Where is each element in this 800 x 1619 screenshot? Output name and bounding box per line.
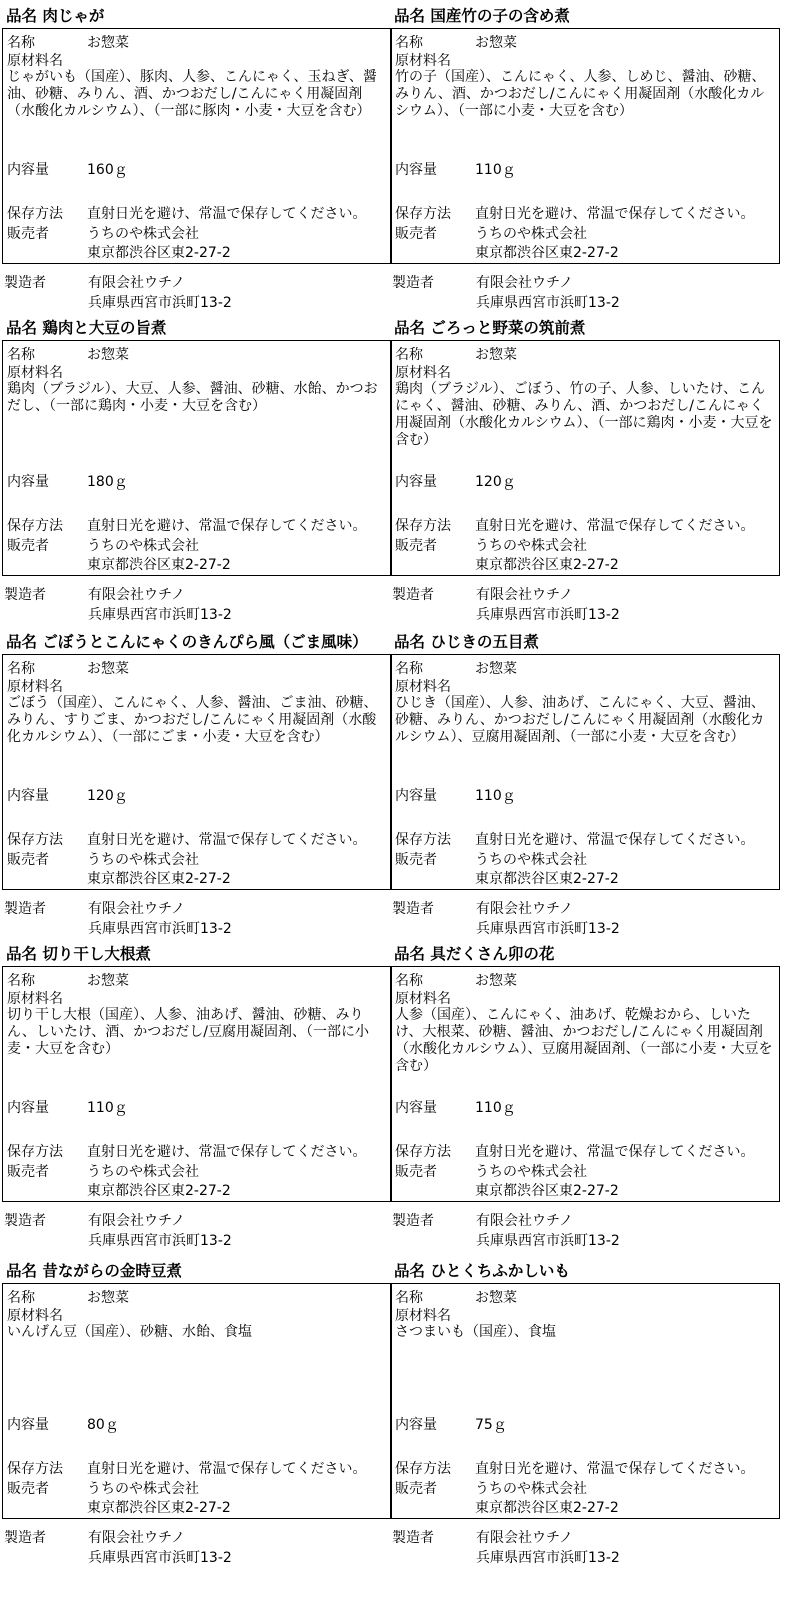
content-value: 120ｇ (87, 788, 128, 804)
storage-value: 直射日光を避け、常温で保存してください。 (475, 1461, 755, 1477)
title-prefix: 品名 (6, 945, 38, 963)
product-name: 鶏肉と大豆の旨煮 (42, 319, 167, 337)
ingredients-field-label: 原材料名 (7, 1308, 63, 1324)
storage-field-label: 保存方法 (7, 1461, 63, 1477)
seller-field-label: 販売者 (395, 538, 437, 554)
ingredients-field-label: 原材料名 (7, 53, 63, 69)
label-box (390, 1283, 780, 1519)
name-value: お惣菜 (475, 973, 517, 989)
ingredients-field-label: 原材料名 (395, 679, 451, 695)
ingredients-value: 人参（国産）、こんにゃく、油あげ、乾燥おから、しいたけ、大根菜、砂糖、醤油、かつおだし/こんにゃく用凝固剤（水酸化カルシウム）、豆腐用凝固剤、（一部に小麦・大豆を含む） (395, 1007, 773, 1074)
title-prefix: 品名 (6, 319, 38, 337)
seller-address: 東京都渋谷区東2-27-2 (87, 1500, 231, 1516)
manufacturer-value: 有限会社ウチノ (476, 275, 574, 291)
manufacturer-address: 兵庫県西宮市浜町13-2 (88, 295, 232, 311)
product-title (6, 942, 151, 964)
manufacturer-field-label: 製造者 (4, 587, 46, 603)
content-value: 75ｇ (475, 1417, 507, 1433)
product-name: 切り干し大根煮 (42, 945, 151, 963)
storage-field-label: 保存方法 (395, 832, 451, 848)
manufacturer-field-label: 製造者 (4, 275, 46, 291)
seller-value: うちのや株式会社 (475, 1164, 587, 1180)
product-name: 昔ながらの金時豆煮 (42, 1262, 182, 1280)
seller-address: 東京都渋谷区東2-27-2 (87, 1183, 231, 1199)
product-title (394, 4, 570, 26)
storage-value: 直射日光を避け、常温で保存してください。 (475, 206, 755, 222)
product-name: ひとくちふかしいも (430, 1262, 570, 1280)
seller-value: うちのや株式会社 (475, 226, 587, 242)
seller-value: うちのや株式会社 (475, 538, 587, 554)
ingredients-value: 竹の子（国産）、こんにゃく、人参、しめじ、醤油、砂糖、みりん、酒、かつおだし/こんにゃく用凝固剤（水酸化カルシウム）、（一部に小麦・大豆を含む） (395, 69, 766, 119)
product-name: 具だくさん卯の花 (430, 945, 555, 963)
content-field-label: 内容量 (395, 162, 437, 178)
seller-field-label: 販売者 (395, 852, 437, 868)
product-name: 国産竹の子の含め煮 (430, 7, 570, 25)
seller-value: うちのや株式会社 (475, 1481, 587, 1497)
seller-field-label: 販売者 (7, 1481, 49, 1497)
name-field-label: 名称 (7, 347, 35, 363)
name-field-label: 名称 (395, 1290, 423, 1306)
name-field-label: 名称 (7, 661, 35, 677)
name-value: お惣菜 (87, 661, 129, 677)
seller-value: うちのや株式会社 (87, 1481, 199, 1497)
manufacturer-address: 兵庫県西宮市浜町13-2 (88, 921, 232, 937)
content-field-label: 内容量 (7, 1417, 49, 1433)
content-field-label: 内容量 (7, 474, 49, 490)
product-label (390, 312, 782, 627)
content-value: 110ｇ (87, 1100, 128, 1116)
manufacturer-field-label: 製造者 (4, 1213, 46, 1229)
content-field-label: 内容量 (395, 474, 437, 490)
product-title (6, 630, 368, 652)
name-value: お惣菜 (475, 661, 517, 677)
product-title (6, 1259, 182, 1281)
manufacturer-value: 有限会社ウチノ (476, 901, 574, 917)
ingredients-value: さつまいも（国産）、食塩 (395, 1324, 556, 1340)
content-field-label: 内容量 (7, 1100, 49, 1116)
storage-field-label: 保存方法 (7, 1144, 63, 1160)
manufacturer-address: 兵庫県西宮市浜町13-2 (476, 1233, 620, 1249)
product-name: 肉じゃが (42, 7, 105, 25)
manufacturer-address: 兵庫県西宮市浜町13-2 (476, 607, 620, 623)
storage-field-label: 保存方法 (395, 1144, 451, 1160)
product-label (390, 1255, 782, 1570)
manufacturer-address: 兵庫県西宮市浜町13-2 (476, 921, 620, 937)
product-title (6, 316, 166, 338)
seller-address: 東京都渋谷区東2-27-2 (87, 245, 231, 261)
ingredients-value: ひじき（国産）、人参、油あげ、こんにゃく、大豆、醤油、砂糖、みりん、かつおだし/こんにゃく用凝固剤（水酸化カルシウム）、豆腐用凝固剤、（一部に小麦・大豆を含む） (395, 695, 765, 745)
manufacturer-field-label: 製造者 (392, 587, 434, 603)
product-label (390, 938, 782, 1253)
content-field-label: 内容量 (395, 788, 437, 804)
title-prefix: 品名 (6, 633, 38, 651)
manufacturer-address: 兵庫県西宮市浜町13-2 (88, 607, 232, 623)
product-label (390, 0, 782, 315)
name-field-label: 名称 (395, 661, 423, 677)
storage-field-label: 保存方法 (395, 518, 451, 534)
label-box (390, 966, 780, 1202)
title-prefix: 品名 (394, 945, 426, 963)
seller-value: うちのや株式会社 (87, 1164, 199, 1180)
name-field-label: 名称 (395, 347, 423, 363)
seller-address: 東京都渋谷区東2-27-2 (475, 871, 619, 887)
product-title (6, 4, 104, 26)
ingredients-field-label: 原材料名 (7, 679, 63, 695)
seller-field-label: 販売者 (7, 1164, 49, 1180)
product-label (2, 312, 394, 627)
label-box (390, 28, 780, 264)
seller-address: 東京都渋谷区東2-27-2 (475, 1500, 619, 1516)
seller-field-label: 販売者 (395, 1164, 437, 1180)
product-name: ごぼうとこんにゃくのきんぴら風（ごま風味） (42, 633, 368, 651)
content-value: 80ｇ (87, 1417, 119, 1433)
content-value: 110ｇ (475, 788, 516, 804)
content-value: 120ｇ (475, 474, 516, 490)
title-prefix: 品名 (394, 319, 426, 337)
title-prefix: 品名 (394, 7, 426, 25)
label-box (2, 654, 392, 890)
ingredients-field-label: 原材料名 (7, 991, 63, 1007)
name-value: お惣菜 (475, 347, 517, 363)
label-box (2, 340, 392, 576)
name-value: お惣菜 (87, 1290, 129, 1306)
storage-field-label: 保存方法 (7, 518, 63, 534)
label-box (390, 654, 780, 890)
content-value: 110ｇ (475, 162, 516, 178)
content-value: 110ｇ (475, 1100, 516, 1116)
content-value: 180ｇ (87, 474, 128, 490)
ingredients-field-label: 原材料名 (395, 53, 451, 69)
product-label (2, 0, 394, 315)
seller-address: 東京都渋谷区東2-27-2 (87, 557, 231, 573)
product-label (2, 626, 394, 941)
ingredients-value: いんげん豆（国産）、砂糖、水飴、食塩 (7, 1324, 252, 1340)
manufacturer-value: 有限会社ウチノ (476, 587, 574, 603)
seller-value: うちのや株式会社 (87, 226, 199, 242)
ingredients-field-label: 原材料名 (395, 1308, 451, 1324)
manufacturer-value: 有限会社ウチノ (88, 1213, 186, 1229)
title-prefix: 品名 (394, 633, 426, 651)
manufacturer-address: 兵庫県西宮市浜町13-2 (88, 1550, 232, 1566)
storage-value: 直射日光を避け、常温で保存してください。 (87, 206, 367, 222)
manufacturer-value: 有限会社ウチノ (88, 275, 186, 291)
product-name: ごろっと野菜の筑前煮 (430, 319, 586, 337)
title-prefix: 品名 (394, 1262, 426, 1280)
content-value: 160ｇ (87, 162, 128, 178)
product-name: ひじきの五目煮 (430, 633, 539, 651)
manufacturer-field-label: 製造者 (392, 1213, 434, 1229)
seller-field-label: 販売者 (395, 226, 437, 242)
seller-address: 東京都渋谷区東2-27-2 (87, 871, 231, 887)
manufacturer-value: 有限会社ウチノ (88, 587, 186, 603)
storage-field-label: 保存方法 (395, 1461, 451, 1477)
manufacturer-value: 有限会社ウチノ (88, 1530, 186, 1546)
storage-value: 直射日光を避け、常温で保存してください。 (87, 518, 367, 534)
ingredients-field-label: 原材料名 (7, 365, 63, 381)
storage-field-label: 保存方法 (7, 206, 63, 222)
name-value: お惣菜 (475, 1290, 517, 1306)
product-label (2, 1255, 394, 1570)
ingredients-value: 鶏肉（ブラジル）、大豆、人参、醤油、砂糖、水飴、かつおだし、（一部に鶏肉・小麦・大豆を含む） (7, 381, 378, 414)
seller-address: 東京都渋谷区東2-27-2 (475, 557, 619, 573)
seller-value: うちのや株式会社 (87, 852, 199, 868)
manufacturer-value: 有限会社ウチノ (476, 1530, 574, 1546)
name-value: お惣菜 (87, 35, 129, 51)
content-field-label: 内容量 (395, 1417, 437, 1433)
manufacturer-field-label: 製造者 (392, 275, 434, 291)
storage-value: 直射日光を避け、常温で保存してください。 (475, 832, 755, 848)
seller-address: 東京都渋谷区東2-27-2 (475, 245, 619, 261)
manufacturer-address: 兵庫県西宮市浜町13-2 (476, 1550, 620, 1566)
product-label (390, 626, 782, 941)
product-title (394, 316, 585, 338)
storage-value: 直射日光を避け、常温で保存してください。 (87, 1461, 367, 1477)
ingredients-value: 切り干し大根（国産）、人参、油あげ、醤油、砂糖、みりん、しいたけ、酒、かつおだし/豆腐用凝固剤、（一部に小麦・大豆を含む） (7, 1007, 369, 1057)
product-title (394, 1259, 570, 1281)
ingredients-field-label: 原材料名 (395, 991, 451, 1007)
seller-field-label: 販売者 (7, 226, 49, 242)
manufacturer-field-label: 製造者 (392, 1530, 434, 1546)
ingredients-value: ごぼう（国産）、こんにゃく、人参、醤油、ごま油、砂糖、みりん、すりごま、かつおだし/こんにゃく用凝固剤（水酸化カルシウム）、（一部にごま・小麦・大豆を含む） (7, 695, 378, 745)
name-field-label: 名称 (7, 1290, 35, 1306)
storage-value: 直射日光を避け、常温で保存してください。 (475, 518, 755, 534)
manufacturer-field-label: 製造者 (4, 1530, 46, 1546)
label-box (390, 340, 780, 576)
content-field-label: 内容量 (7, 162, 49, 178)
seller-field-label: 販売者 (7, 852, 49, 868)
seller-field-label: 販売者 (395, 1481, 437, 1497)
title-prefix: 品名 (6, 7, 38, 25)
content-field-label: 内容量 (395, 1100, 437, 1116)
name-field-label: 名称 (7, 35, 35, 51)
seller-field-label: 販売者 (7, 538, 49, 554)
title-prefix: 品名 (6, 1262, 38, 1280)
ingredients-field-label: 原材料名 (395, 365, 451, 381)
manufacturer-address: 兵庫県西宮市浜町13-2 (476, 295, 620, 311)
label-box (2, 1283, 392, 1519)
manufacturer-value: 有限会社ウチノ (88, 901, 186, 917)
content-field-label: 内容量 (7, 788, 49, 804)
name-field-label: 名称 (395, 35, 423, 51)
name-field-label: 名称 (7, 973, 35, 989)
seller-address: 東京都渋谷区東2-27-2 (475, 1183, 619, 1199)
name-value: お惣菜 (87, 347, 129, 363)
manufacturer-address: 兵庫県西宮市浜町13-2 (88, 1233, 232, 1249)
product-label (2, 938, 394, 1253)
storage-field-label: 保存方法 (395, 206, 451, 222)
name-value: お惣菜 (475, 35, 517, 51)
product-title (394, 630, 539, 652)
product-title (394, 942, 554, 964)
label-box (2, 966, 392, 1202)
storage-value: 直射日光を避け、常温で保存してください。 (475, 1144, 755, 1160)
ingredients-value: じゃがいも（国産）、豚肉、人参、こんにゃく、玉ねぎ、醤油、砂糖、みりん、酒、かつおだし/こんにゃく用凝固剤（水酸化カルシウム）、（一部に豚肉・小麦・大豆を含む） (7, 69, 377, 119)
name-value: お惣菜 (87, 973, 129, 989)
manufacturer-value: 有限会社ウチノ (476, 1213, 574, 1229)
seller-value: うちのや株式会社 (475, 852, 587, 868)
storage-value: 直射日光を避け、常温で保存してください。 (87, 1144, 367, 1160)
storage-value: 直射日光を避け、常温で保存してください。 (87, 832, 367, 848)
storage-field-label: 保存方法 (7, 832, 63, 848)
ingredients-value: 鶏肉（ブラジル）、ごぼう、竹の子、人参、しいたけ、こんにゃく、醤油、砂糖、みりん、酒、かつおだし/こんにゃく用凝固剤（水酸化カルシウム）、（一部に鶏肉・小麦・大豆を含む） (395, 381, 773, 448)
label-box (2, 28, 392, 264)
name-field-label: 名称 (395, 973, 423, 989)
manufacturer-field-label: 製造者 (392, 901, 434, 917)
seller-value: うちのや株式会社 (87, 538, 199, 554)
manufacturer-field-label: 製造者 (4, 901, 46, 917)
